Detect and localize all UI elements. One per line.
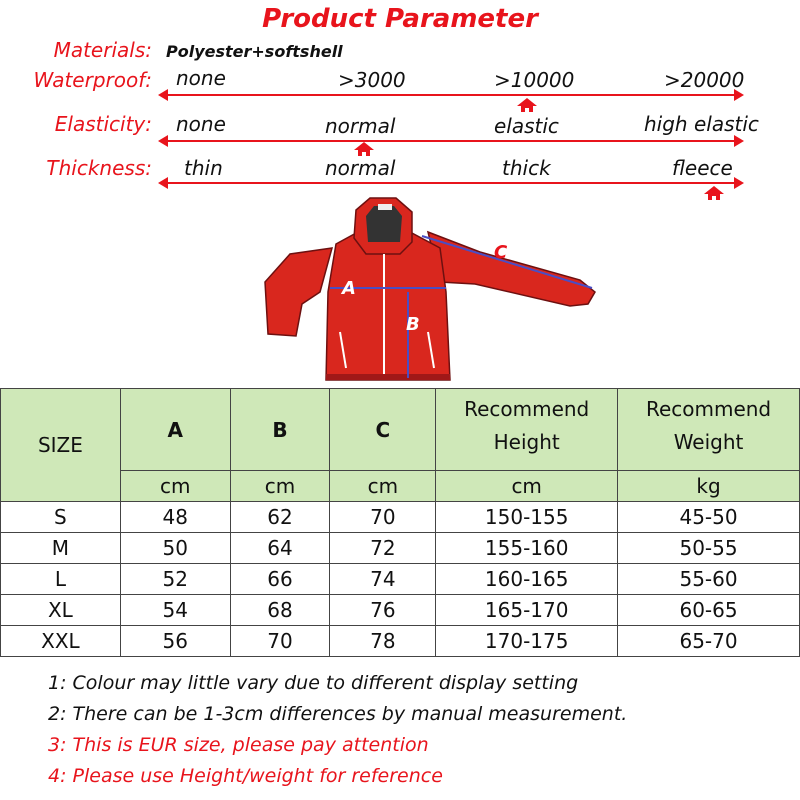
- cell-a: 52: [120, 564, 230, 595]
- elasticity-level-3: elastic: [494, 114, 559, 138]
- header-b: B: [230, 389, 330, 471]
- cell-height: 165-170: [436, 595, 618, 626]
- header-recommend-height-line1: Recommend: [464, 396, 590, 421]
- page-title: Product Parameter: [262, 4, 538, 34]
- cell-a: 54: [120, 595, 230, 626]
- waterproof-scale-arrow: [168, 94, 734, 96]
- jacket-sleeve-right: [428, 232, 595, 306]
- cell-c: 74: [330, 564, 436, 595]
- cell-b: 64: [230, 533, 330, 564]
- waterproof-level-1: none: [176, 66, 226, 90]
- jacket-sleeve-left: [265, 248, 332, 336]
- cell-height: 150-155: [436, 502, 618, 533]
- table-unit-row: [1, 471, 800, 502]
- cell-a: 48: [120, 502, 230, 533]
- cell-size: S: [1, 502, 121, 533]
- note-3: 3: This is EUR size, please pay attention: [48, 734, 429, 756]
- header-size: SIZE: [1, 389, 121, 502]
- measure-label-b: B: [406, 314, 420, 335]
- thickness-label: Thickness:: [46, 156, 152, 180]
- header-recommend-height: [436, 389, 618, 471]
- table-row: [1, 502, 800, 533]
- table-row: [1, 564, 800, 595]
- elasticity-scale-arrow: [168, 140, 734, 142]
- thickness-level-4: fleece: [672, 156, 733, 180]
- cell-b: 68: [230, 595, 330, 626]
- materials-label: Materials:: [53, 38, 152, 62]
- elasticity-label: Elasticity:: [54, 112, 152, 136]
- cell-c: 78: [330, 626, 436, 657]
- cell-weight: 55-60: [618, 564, 800, 595]
- cell-height: 155-160: [436, 533, 618, 564]
- thickness-level-3: thick: [502, 156, 551, 180]
- cell-height: 160-165: [436, 564, 618, 595]
- unit-a: cm: [120, 471, 230, 502]
- cell-a: 50: [120, 533, 230, 564]
- materials-value: Polyester+softshell: [166, 42, 343, 61]
- header-recommend-weight: [618, 389, 800, 471]
- jacket-hood-logo: [378, 204, 392, 210]
- elasticity-level-1: none: [176, 112, 226, 136]
- cell-size: M: [1, 533, 121, 564]
- cell-size: L: [1, 564, 121, 595]
- waterproof-label: Waterproof:: [33, 68, 152, 92]
- waterproof-level-3: >10000: [494, 68, 575, 92]
- cell-c: 72: [330, 533, 436, 564]
- measure-label-c: C: [494, 242, 508, 263]
- cell-weight: 50-55: [618, 533, 800, 564]
- size-table: [0, 388, 800, 657]
- thickness-scale-arrow: [168, 182, 734, 184]
- header-height: Height: [493, 429, 560, 454]
- header-c: C: [330, 389, 436, 471]
- header-a: A: [120, 389, 230, 471]
- jacket-hood-lining: [366, 206, 402, 242]
- table-row: [1, 533, 800, 564]
- cell-c: 76: [330, 595, 436, 626]
- cell-b: 62: [230, 502, 330, 533]
- waterproof-level-4: >20000: [664, 68, 745, 92]
- unit-c: cm: [330, 471, 436, 502]
- cell-size: XXL: [1, 626, 121, 657]
- elasticity-level-2: normal: [325, 114, 396, 138]
- cell-b: 66: [230, 564, 330, 595]
- unit-b: cm: [230, 471, 330, 502]
- jacket-hem: [326, 374, 450, 380]
- table-row: [1, 595, 800, 626]
- note-4: 4: Please use Height/weight for reference: [48, 765, 443, 787]
- header-weight: Weight: [673, 429, 744, 454]
- thickness-level-1: thin: [184, 156, 223, 180]
- measure-label-a: A: [342, 278, 356, 299]
- note-2: 2: There can be 1-3cm differences by manual measurement.: [48, 703, 628, 725]
- table-row: [1, 626, 800, 657]
- note-1: 1: Colour may little vary due to different display setting: [48, 672, 579, 694]
- cell-weight: 45-50: [618, 502, 800, 533]
- unit-weight: kg: [618, 471, 800, 502]
- jacket-diagram: [250, 192, 610, 388]
- elasticity-level-4: high elastic: [644, 112, 759, 136]
- cell-a: 56: [120, 626, 230, 657]
- unit-height: cm: [436, 471, 618, 502]
- cell-weight: 60-65: [618, 595, 800, 626]
- cell-b: 70: [230, 626, 330, 657]
- header-recommend-weight-line1: Recommend: [645, 396, 772, 421]
- cell-c: 70: [330, 502, 436, 533]
- table-header-row: [1, 389, 800, 471]
- waterproof-level-2: >3000: [338, 68, 406, 92]
- thickness-level-2: normal: [325, 156, 396, 180]
- cell-size: XL: [1, 595, 121, 626]
- cell-height: 170-175: [436, 626, 618, 657]
- cell-weight: 65-70: [618, 626, 800, 657]
